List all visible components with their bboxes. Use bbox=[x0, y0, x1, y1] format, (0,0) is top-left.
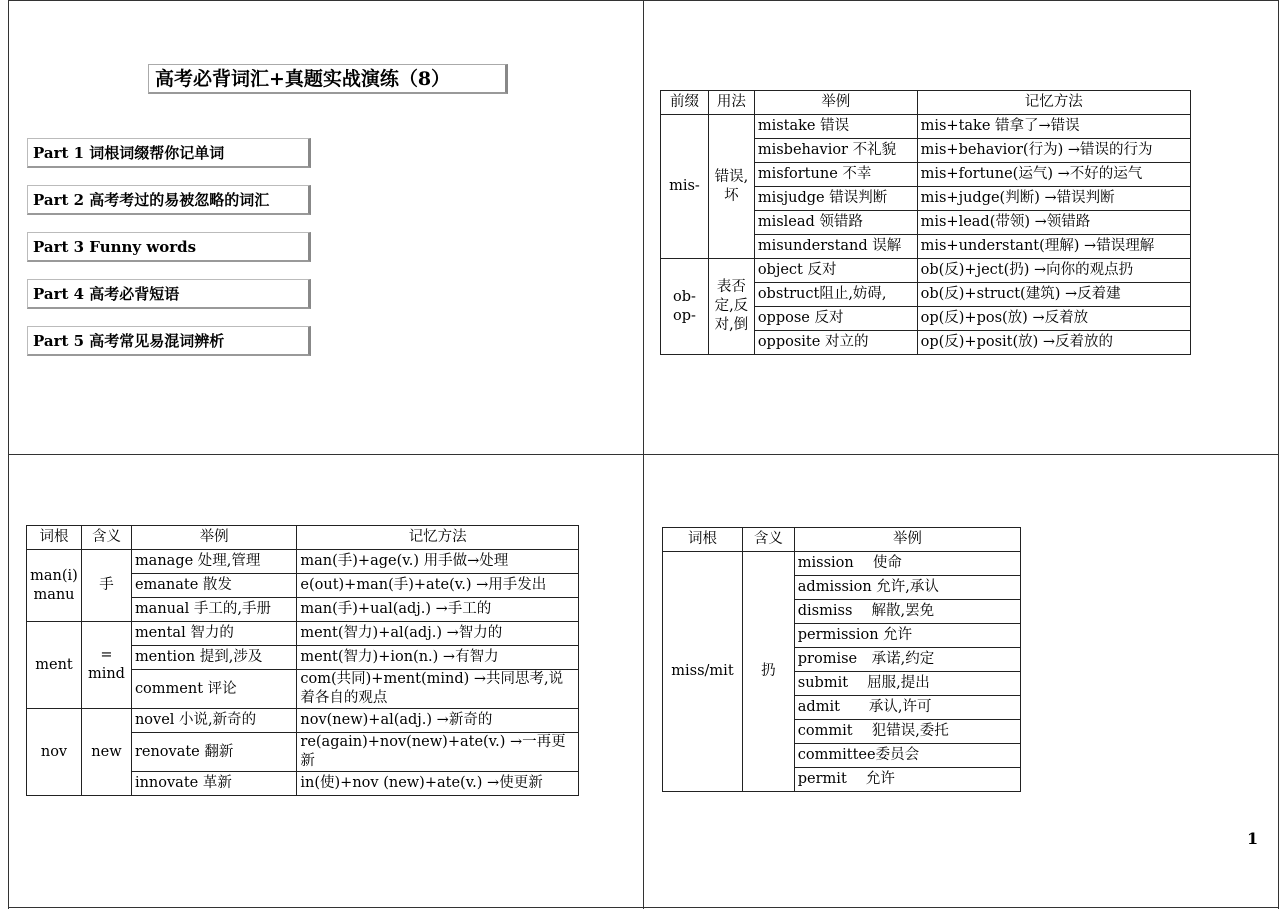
header-root: 词根 bbox=[27, 526, 82, 550]
example-cell: submit 屈服,提出 bbox=[794, 672, 1020, 696]
example-cell: dismiss 解散,罢免 bbox=[794, 600, 1020, 624]
memory-cell: mis+judge(判断) →错误判断 bbox=[917, 187, 1190, 211]
example-cell: object 反对 bbox=[754, 259, 917, 283]
example-cell: mission 使命 bbox=[794, 552, 1020, 576]
memory-cell: com(共同)+ment(mind) →共同思考,说着各自的观点 bbox=[297, 670, 579, 709]
example-cell: comment 评论 bbox=[131, 670, 296, 709]
header-example: 举例 bbox=[754, 91, 917, 115]
example-cell: manual 手工的,手册 bbox=[131, 598, 296, 622]
header-prefix: 前缀 bbox=[661, 91, 709, 115]
memory-cell: in(使)+nov (new)+ate(v.) →使更新 bbox=[297, 772, 579, 796]
header-example: 举例 bbox=[794, 528, 1020, 552]
example-cell: misjudge 错误判断 bbox=[754, 187, 917, 211]
memory-cell: man(手)+ual(adj.) →手工的 bbox=[297, 598, 579, 622]
part-5-label: Part 5 高考常见易混词辨析 bbox=[27, 326, 311, 356]
example-cell: manage 处理,管理 bbox=[131, 550, 296, 574]
memory-cell: ob(反)+struct(建筑) →反着建 bbox=[917, 283, 1190, 307]
example-cell: mistake 错误 bbox=[754, 115, 917, 139]
example-cell: oppose 反对 bbox=[754, 307, 917, 331]
memory-cell: mis+fortune(运气) →不好的运气 bbox=[917, 163, 1190, 187]
slide-title: 高考必背词汇+真题实战演练（8） bbox=[148, 64, 508, 94]
example-cell: mental 智力的 bbox=[131, 622, 296, 646]
memory-cell: ob(反)+ject(扔) →向你的观点扔 bbox=[917, 259, 1190, 283]
root-table bbox=[26, 525, 579, 796]
example-cell: renovate 翻新 bbox=[131, 733, 296, 772]
memory-cell: mis+behavior(行为) →错误的行为 bbox=[917, 139, 1190, 163]
meaning-cell: 扔 bbox=[742, 552, 794, 792]
root-cell: nov bbox=[27, 709, 82, 796]
part-4-label: Part 4 高考必背短语 bbox=[27, 279, 311, 309]
header-meaning: 含义 bbox=[81, 526, 131, 550]
memory-cell: op(反)+pos(放) →反着放 bbox=[917, 307, 1190, 331]
prefix-table bbox=[660, 90, 1191, 355]
example-cell: committee委员会 bbox=[794, 744, 1020, 768]
memory-cell: man(手)+age(v.) 用手做→处理 bbox=[297, 550, 579, 574]
example-cell: misfortune 不幸 bbox=[754, 163, 917, 187]
example-cell: obstruct阻止,妨碍, bbox=[754, 283, 917, 307]
meaning-cell: 手 bbox=[81, 550, 131, 622]
memory-cell: mis+take 错拿了→错误 bbox=[917, 115, 1190, 139]
memory-cell: re(again)+nov(new)+ate(v.) →一再更新 bbox=[297, 733, 579, 772]
memory-cell: e(out)+man(手)+ate(v.) →用手发出 bbox=[297, 574, 579, 598]
memory-cell: ment(智力)+ion(n.) →有智力 bbox=[297, 646, 579, 670]
example-cell: permission 允许 bbox=[794, 624, 1020, 648]
example-cell: opposite 对立的 bbox=[754, 331, 917, 355]
page-number: 1 bbox=[1247, 829, 1259, 848]
example-cell: mention 提到,涉及 bbox=[131, 646, 296, 670]
memory-cell: ment(智力)+al(adj.) →智力的 bbox=[297, 622, 579, 646]
meaning-cell: new bbox=[81, 709, 131, 796]
example-cell: promise 承诺,约定 bbox=[794, 648, 1020, 672]
prefix-cell: mis- bbox=[661, 115, 709, 259]
example-cell: misunderstand 误解 bbox=[754, 235, 917, 259]
memory-cell: op(反)+posit(放) →反着放的 bbox=[917, 331, 1190, 355]
example-cell: admission 允许,承认 bbox=[794, 576, 1020, 600]
miss-mit-table bbox=[662, 527, 1021, 792]
header-memory: 记忆方法 bbox=[297, 526, 579, 550]
meaning-cell: = mind bbox=[81, 622, 131, 709]
example-cell: mislead 领错路 bbox=[754, 211, 917, 235]
memory-cell: mis+lead(带领) →领错路 bbox=[917, 211, 1190, 235]
root-cell: miss/mit bbox=[663, 552, 743, 792]
example-cell: emanate 散发 bbox=[131, 574, 296, 598]
header-memory: 记忆方法 bbox=[917, 91, 1190, 115]
header-meaning: 含义 bbox=[742, 528, 794, 552]
example-cell: misbehavior 不礼貌 bbox=[754, 139, 917, 163]
root-cell: man(i) manu bbox=[27, 550, 82, 622]
header-example: 举例 bbox=[131, 526, 296, 550]
prefix-cell: ob- op- bbox=[661, 259, 709, 355]
part-3-label: Part 3 Funny words bbox=[27, 232, 311, 262]
example-cell: innovate 革新 bbox=[131, 772, 296, 796]
part-2-label: Part 2 高考考过的易被忽略的词汇 bbox=[27, 185, 311, 215]
memory-cell: nov(new)+al(adj.) →新奇的 bbox=[297, 709, 579, 733]
example-cell: admit 承认,许可 bbox=[794, 696, 1020, 720]
usage-cell: 表否定,反对,倒 bbox=[708, 259, 754, 355]
header-root: 词根 bbox=[663, 528, 743, 552]
example-cell: novel 小说,新奇的 bbox=[131, 709, 296, 733]
part-1-label: Part 1 词根词缀帮你记单词 bbox=[27, 138, 311, 168]
memory-cell: mis+understant(理解) →错误理解 bbox=[917, 235, 1190, 259]
example-cell: commit 犯错误,委托 bbox=[794, 720, 1020, 744]
root-cell: ment bbox=[27, 622, 82, 709]
usage-cell: 错误,坏 bbox=[708, 115, 754, 259]
example-cell: permit 允许 bbox=[794, 768, 1020, 792]
header-usage: 用法 bbox=[708, 91, 754, 115]
